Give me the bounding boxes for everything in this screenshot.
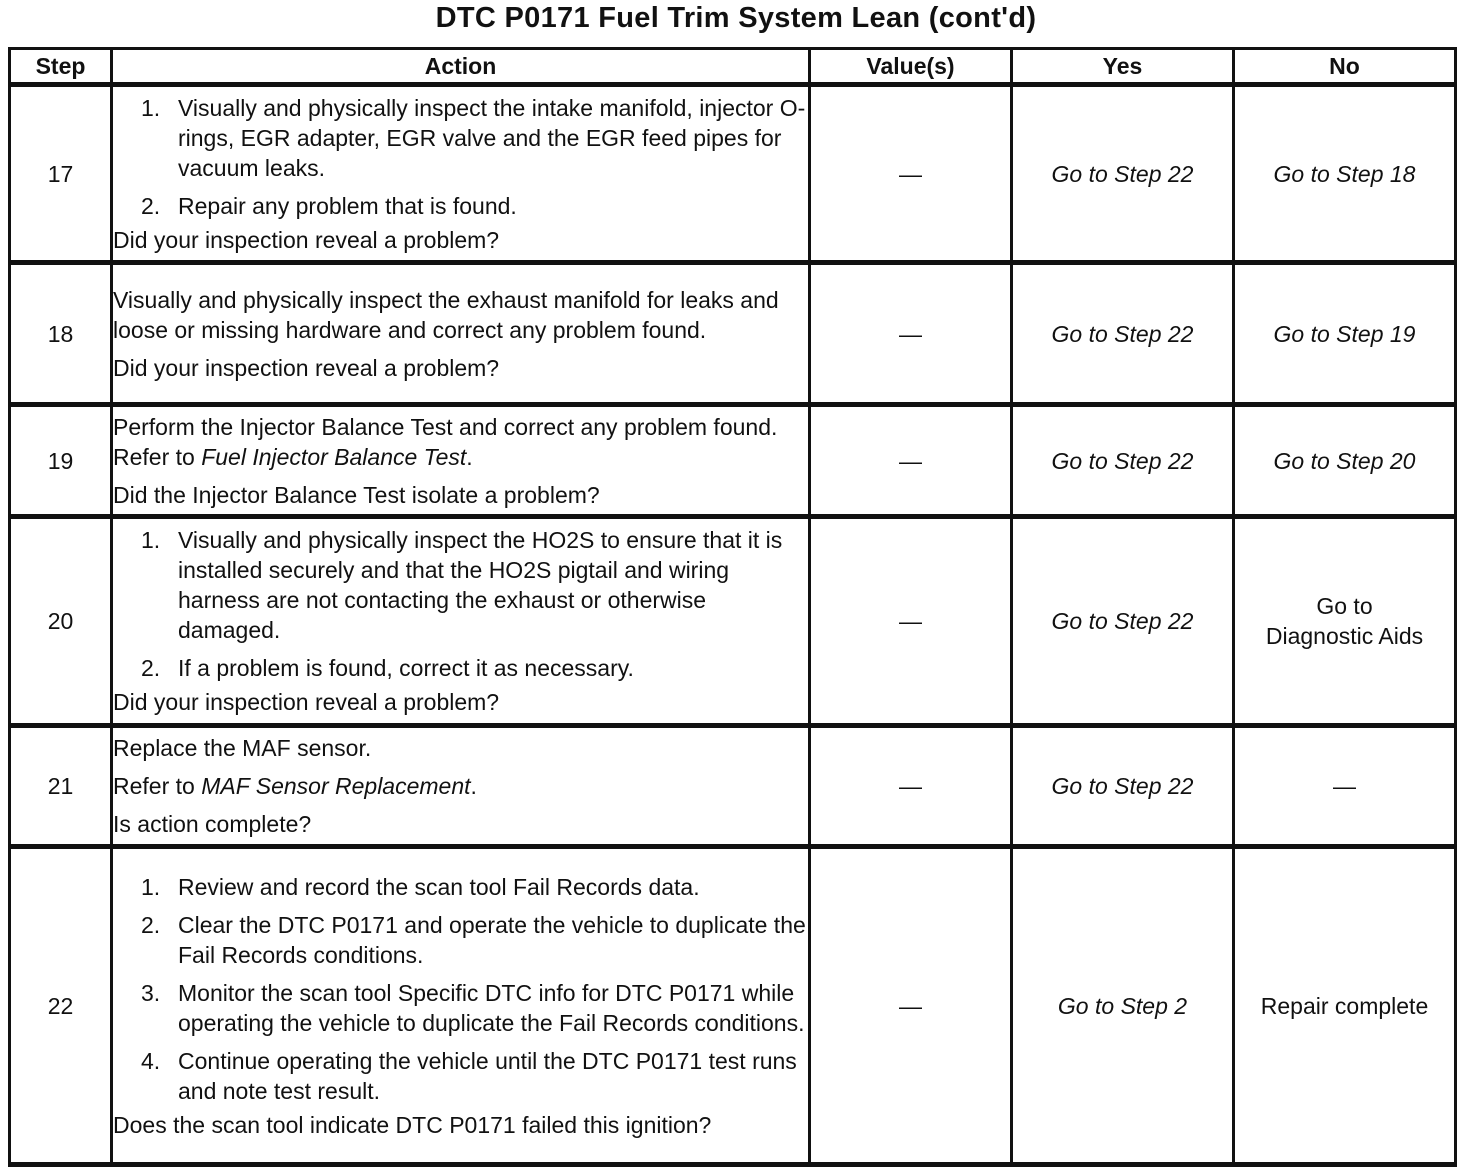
value-cell: — — [811, 519, 1013, 728]
yes-cell: Go to Step 22 — [1013, 728, 1235, 849]
table-header-row — [11, 50, 1457, 87]
step-number: 18 — [11, 265, 113, 407]
reference-link: Fuel Injector Balance Test — [201, 443, 467, 470]
action-cell — [113, 728, 811, 849]
no-text-line: Go to — [1316, 593, 1373, 619]
action-question: Did your inspection reveal a problem? — [113, 354, 500, 381]
header-values: Value(s) — [811, 50, 1013, 87]
no-text-line: Diagnostic Aids — [1265, 623, 1424, 649]
action-cell — [113, 407, 811, 519]
yes-cell: Go to Step 22 — [1013, 407, 1235, 519]
page-title: DTC P0171 Fuel Trim System Lean (cont'd) — [435, 2, 1037, 34]
action-cell — [113, 87, 811, 265]
no-cell: Go to Step 18 — [1235, 87, 1457, 265]
step-number: 17 — [11, 87, 113, 265]
action-text: Perform the Injector Balance Test and correct any problem found. Refer to Fuel Injector Balance Test. — [113, 413, 778, 470]
no-cell: Repair complete — [1235, 849, 1457, 1167]
action-text: Replace the MAF sensor. — [113, 735, 372, 761]
no-cell: Go to Step 19 — [1235, 265, 1457, 407]
value-cell: — — [811, 407, 1013, 519]
header-action: Action — [113, 50, 811, 87]
action-list — [113, 93, 808, 221]
action-list — [113, 872, 808, 1106]
action-question: Does the scan tool indicate DTC P0171 failed this ignition? — [113, 1111, 712, 1138]
no-cell: — — [1235, 728, 1457, 849]
action-question: Is action complete? — [113, 811, 312, 837]
table-row — [11, 519, 1457, 728]
action-cell — [113, 519, 811, 728]
action-question: Did your inspection reveal a problem? — [113, 226, 500, 253]
step-number: 20 — [11, 519, 113, 728]
table-row — [11, 849, 1457, 1167]
yes-cell: Go to Step 22 — [1013, 87, 1235, 265]
value-cell: — — [811, 849, 1013, 1167]
list-item: 2. Clear the DTC P0171 and operate the vehicle to duplicate the Fail Records conditions. — [141, 911, 806, 968]
reference-link: MAF Sensor Replacement — [201, 773, 471, 799]
list-item: 1. Visually and physically inspect the HO2S to ensure that it is installed securely and that the HO2S pigtail and wiring harness are not contacting the exhaust or otherwise damaged. — [141, 527, 783, 643]
action-reference: Refer to MAF Sensor Replacement. — [113, 773, 477, 799]
header-yes: Yes — [1013, 50, 1235, 87]
header-no: No — [1235, 50, 1457, 87]
value-cell: — — [811, 265, 1013, 407]
action-cell — [113, 849, 811, 1167]
no-cell: Go to Step 20 — [1235, 407, 1457, 519]
step-number: 22 — [11, 849, 113, 1167]
no-cell — [1235, 519, 1457, 728]
list-item: 3. Monitor the scan tool Specific DTC info for DTC P0171 while operating the vehicle to duplicate the Fail Records conditions. — [141, 979, 805, 1036]
action-question: Did the Injector Balance Test isolate a problem? — [113, 481, 600, 508]
yes-cell: Go to Step 2 — [1013, 849, 1235, 1167]
action-text: Visually and physically inspect the exhaust manifold for leaks and loose or missing hardware and correct any problem found. — [113, 286, 779, 343]
table-row — [11, 265, 1457, 407]
yes-cell: Go to Step 22 — [1013, 519, 1235, 728]
step-number: 19 — [11, 407, 113, 519]
list-item: 2. Repair any problem that is found. — [141, 192, 517, 219]
list-item: 1. Visually and physically inspect the intake manifold, injector O-rings, EGR adapter, EGR valve and the EGR feed pipes for vacuum leaks. — [141, 94, 806, 181]
action-cell — [113, 265, 811, 407]
table-row — [11, 407, 1457, 519]
table-row — [11, 728, 1457, 849]
list-item: 4. Continue operating the vehicle until the DTC P0171 test runs and note test result. — [141, 1047, 797, 1104]
action-question: Did your inspection reveal a problem? — [113, 689, 500, 715]
table-row — [11, 87, 1457, 265]
action-list — [113, 525, 808, 683]
list-item: 1. Review and record the scan tool Fail Records data. — [141, 873, 700, 900]
step-number: 21 — [11, 728, 113, 849]
value-cell: — — [811, 87, 1013, 265]
diagnostic-table — [8, 47, 1457, 1167]
header-step: Step — [11, 50, 113, 87]
value-cell: — — [811, 728, 1013, 849]
list-item: 2. If a problem is found, correct it as necessary. — [141, 655, 634, 681]
yes-cell: Go to Step 22 — [1013, 265, 1235, 407]
